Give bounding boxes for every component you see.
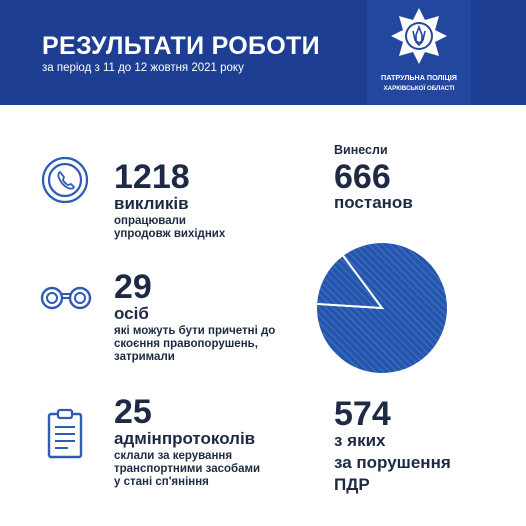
police-star-emblem-icon (389, 6, 449, 66)
page-title: РЕЗУЛЬТАТИ РОБОТИ (42, 32, 320, 60)
traffic-violations-line-2: за порушення (334, 453, 451, 472)
protocols-unit: адмінпротоколів (114, 429, 256, 448)
traffic-violations-number: 574 (334, 395, 391, 433)
header-banner (0, 0, 526, 105)
resolutions-number: 666 (334, 158, 391, 196)
detained-desc-line-1: які можуть бути причетні до (114, 325, 276, 337)
period-subtitle: за період з 11 до 12 жовтня 2021 року (42, 62, 244, 74)
calls-number: 1218 (114, 158, 190, 196)
resolutions-pie-chart (312, 238, 452, 378)
calls-desc-line-1: опрацювали (114, 215, 186, 227)
issued-label: Винесли (334, 143, 388, 157)
detained-unit: осіб (114, 304, 149, 323)
protocols-desc-line-3: у стані сп'яніння (114, 476, 209, 488)
calls-unit: викликів (114, 194, 189, 213)
detained-desc-line-3: затримали (114, 351, 175, 363)
protocols-number: 25 (114, 393, 152, 431)
calls-desc-line-2: упродовж вихідних (114, 228, 226, 240)
badge-region: ХАРКІВСЬКОЇ ОБЛАСТІ (383, 85, 455, 92)
protocols-desc-line-2: транспортними засобами (114, 463, 261, 475)
traffic-violations-line-1: з яких (334, 431, 386, 450)
traffic-violations-line-3: ПДР (334, 475, 370, 494)
protocols-desc-line-1: склали за керування (114, 450, 233, 462)
detained-number: 29 (114, 268, 152, 306)
badge-title: ПАТРУЛЬНА ПОЛІЦІЯ (381, 73, 457, 82)
clipboard-document-icon (46, 408, 84, 460)
resolutions-unit: постанов (334, 193, 413, 212)
detained-desc-line-2: скоєння правопорушень, (114, 338, 258, 350)
handcuffs-icon (40, 280, 92, 316)
phone-call-icon (40, 155, 90, 205)
police-badge-panel (367, 0, 471, 105)
